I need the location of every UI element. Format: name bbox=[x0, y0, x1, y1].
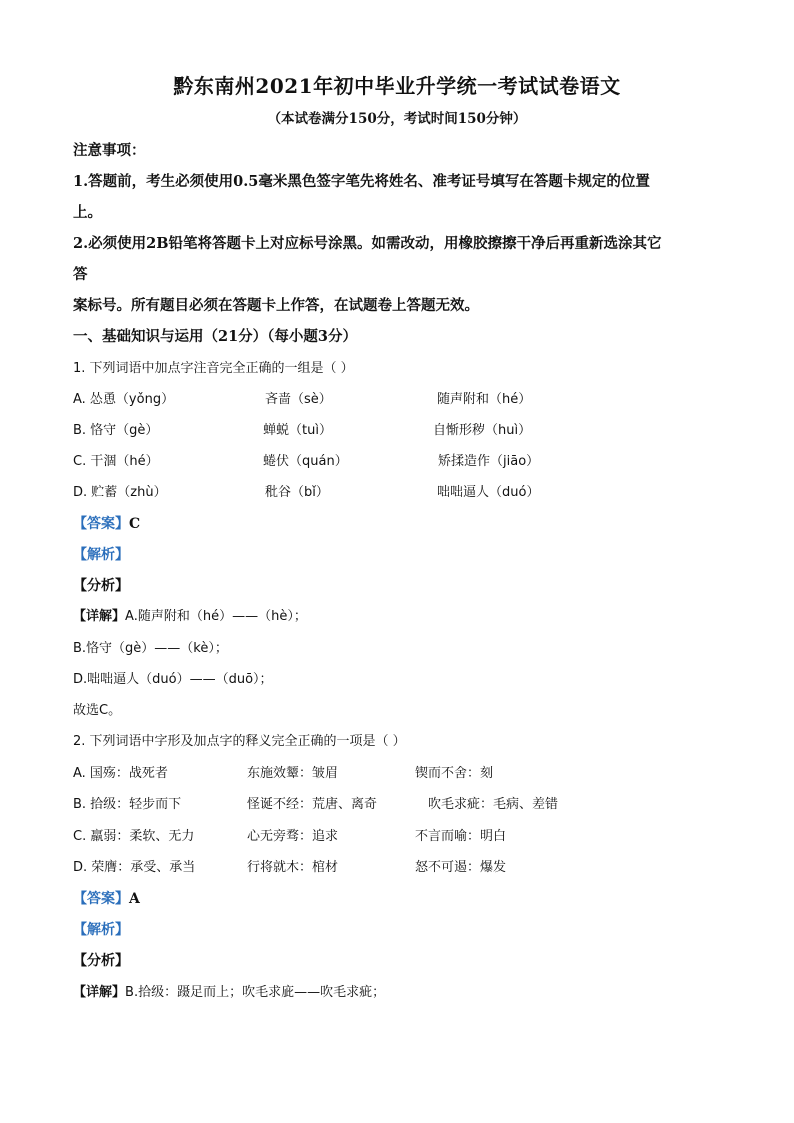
q1-answer: 【答案】C bbox=[73, 516, 141, 532]
q2-answer-value: A bbox=[129, 891, 140, 907]
q1-detail: 【详解】A.随声附和（hé）——（hè）； bbox=[73, 609, 307, 624]
q2-answer-tag: 答案 bbox=[87, 891, 115, 907]
notice-item-2-cont2: 案标号。所有题目必须在答题卡上作答，在试题卷上答题无效。 bbox=[73, 297, 479, 314]
q1-option-c-word2: 蜷伏（quán） bbox=[263, 454, 348, 469]
q2-option-d-word2: 行将就木：棺材 bbox=[247, 860, 339, 875]
q2-answer: 【答案】A bbox=[73, 891, 140, 907]
q1-detail-1: A.随声附和（hé）——（hè）； bbox=[125, 609, 307, 624]
q2-option-a-word3: 锲而不舍：刻 bbox=[415, 766, 494, 781]
q1-option-d-word2: 秕谷（bǐ） bbox=[265, 485, 329, 500]
q2-option-b-word2: 怪诞不经：荒唐、离奇 bbox=[247, 797, 378, 812]
q1-answer-tag: 答案 bbox=[87, 516, 115, 532]
q2-detail-tag: 详解 bbox=[86, 985, 113, 1000]
notice-item-1: 1.答题前，考生必须使用0.5毫米黑色签字笔先将姓名、准考证号填写在答题卡规定的位置 bbox=[73, 173, 650, 190]
q1-option-b-word3: 自惭形秽（huì） bbox=[433, 423, 532, 438]
q1-option-b: B. 恪守（gè） bbox=[73, 423, 159, 438]
q1-analysis: 【解析】 bbox=[73, 547, 129, 563]
q1-analysis-tag: 解析 bbox=[87, 547, 115, 563]
q1-option-c-word3: 矫揉造作（jiāo） bbox=[438, 454, 540, 469]
notice-item-2-cont: 答 bbox=[73, 266, 88, 283]
q2-option-b: B. 拾级：轻步而下 bbox=[73, 797, 182, 812]
q2-option-c: C. 羸弱：柔软、无力 bbox=[73, 829, 195, 844]
notice-item-2: 2.必须使用2B铅笔将答题卡上对应标号涂黑。如需改动，用橡胶擦擦干净后再重新选涂其它 bbox=[73, 235, 662, 252]
q1-option-a-word3: 随声附和（hé） bbox=[437, 392, 532, 407]
q1-option-d-word3: 咄咄逼人（duó） bbox=[437, 485, 540, 500]
q1-option-a-word2: 吝啬（sè） bbox=[265, 392, 332, 407]
q1-option-d: D. 贮蓄（zhù） bbox=[73, 485, 167, 500]
notice-item-1-cont: 上。 bbox=[73, 204, 102, 221]
q1-option-b-word2: 蝉蜕（tuì） bbox=[263, 423, 332, 438]
q2-option-b-word3: 吹毛求疵：毛病、差错 bbox=[428, 797, 559, 812]
section-heading: 一、基础知识与运用（21分）（每小题3分） bbox=[73, 328, 358, 345]
page-subtitle: （本试卷满分150分，考试时间150分钟） bbox=[267, 111, 527, 127]
q1-conclusion: 故选C。 bbox=[73, 703, 122, 718]
q2-option-a-word2: 东施效颦：皱眉 bbox=[247, 766, 339, 781]
q2-option-d: D. 荣膺：承受、承当 bbox=[73, 860, 196, 875]
q2-option-c-word2: 心无旁骛：追求 bbox=[247, 829, 339, 844]
q1-detail-tag: 详解 bbox=[86, 609, 113, 624]
q1-detail-3: D.咄咄逼人（duó）——（duō）； bbox=[73, 672, 273, 687]
q1-option-c: C. 干涸（hé） bbox=[73, 454, 159, 469]
q1-option-a: A. 怂恿（yǒng） bbox=[73, 392, 175, 407]
q1-answer-value: C bbox=[129, 516, 141, 532]
q2-analysis: 【解析】 bbox=[73, 922, 129, 938]
page-title: 黔东南州2021年初中毕业升学统一考试试卷语文 bbox=[173, 74, 621, 98]
q1-fenxi: 【分析】 bbox=[73, 578, 129, 594]
q2-fenxi: 【分析】 bbox=[73, 953, 129, 969]
q2-analysis-tag: 解析 bbox=[87, 922, 115, 938]
q2-detail-1: B.拾级：蹑足而上；吹毛求庛——吹毛求疵； bbox=[125, 985, 386, 1000]
q2-option-d-word3: 怒不可遏：爆发 bbox=[415, 860, 507, 875]
q2-option-c-word3: 不言而喻：明白 bbox=[415, 829, 507, 844]
notice-heading: 注意事项： bbox=[73, 142, 146, 159]
q2-detail: 【详解】B.拾级：蹑足而上；吹毛求庛——吹毛求疵； bbox=[73, 985, 386, 1000]
q2-option-a: A. 国殇：战死者 bbox=[73, 766, 168, 781]
question-2-stem: 2. 下列词语中字形及加点字的释义完全正确的一项是（ ） bbox=[73, 734, 406, 749]
question-1-stem: 1. 下列词语中加点字注音完全正确的一组是（ ） bbox=[73, 361, 354, 376]
q1-detail-2: B.恪守（gè）——（kè）； bbox=[73, 641, 228, 656]
